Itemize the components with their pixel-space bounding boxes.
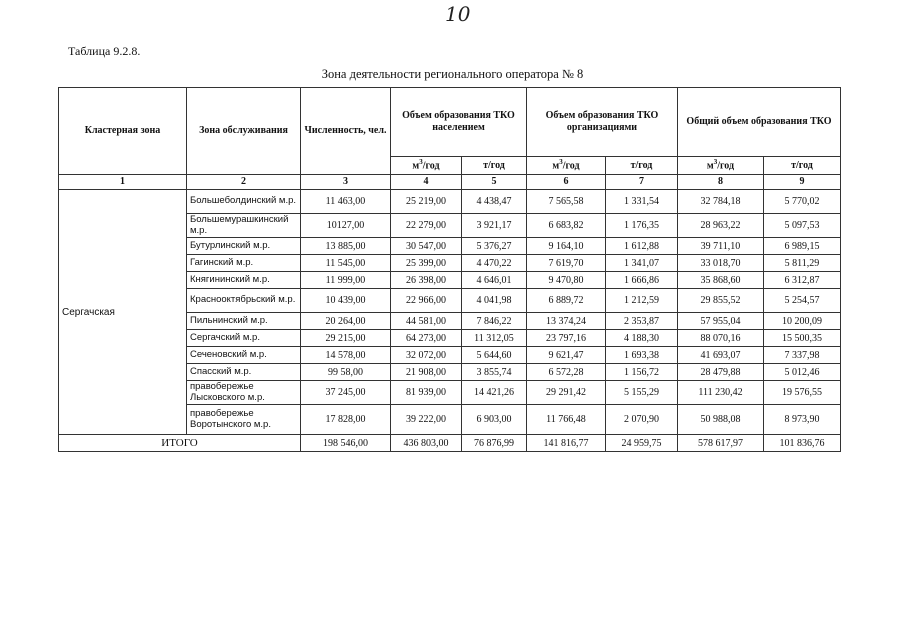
service-zone-cell: Сеченовский м.р. bbox=[187, 347, 301, 364]
value-cell-c4: 22 966,00 bbox=[391, 289, 462, 313]
value-cell-c8: 33 018,70 bbox=[678, 255, 764, 272]
value-cell-c9: 5 811,29 bbox=[764, 255, 841, 272]
value-cell-c4: 39 222,00 bbox=[391, 405, 462, 435]
value-cell-pop: 11 999,00 bbox=[301, 272, 391, 289]
header-group-population: Объем образования ТКО населением bbox=[391, 88, 527, 157]
value-cell-c4: 25 219,00 bbox=[391, 190, 462, 214]
header-cluster-zone: Кластерная зона bbox=[59, 88, 187, 175]
table-title: Зона деятельности регионального оператора № 8 bbox=[321, 67, 584, 81]
value-cell-pop: 20 264,00 bbox=[301, 313, 391, 330]
unit-header: $м^3$/год bbox=[391, 157, 462, 175]
unit-header: т/год bbox=[764, 157, 841, 175]
value-cell-pop: 11 463,00 bbox=[301, 190, 391, 214]
table-body bbox=[59, 190, 841, 452]
value-cell-c9: 5 254,57 bbox=[764, 289, 841, 313]
value-cell-pop: 10127,00 bbox=[301, 214, 391, 238]
value-cell-c6: 13 374,24 bbox=[527, 313, 606, 330]
column-number: 4 bbox=[391, 175, 462, 190]
value-cell-c6: 9 470,80 bbox=[527, 272, 606, 289]
value-cell-c7: 1 176,35 bbox=[606, 214, 678, 238]
value-cell-pop: 14 578,00 bbox=[301, 347, 391, 364]
value-cell-pop: 29 215,00 bbox=[301, 330, 391, 347]
value-cell-c8: 28 963,22 bbox=[678, 214, 764, 238]
service-zone-cell: правобережье Лысковского м.р. bbox=[187, 381, 301, 405]
value-cell-pop: 37 245,00 bbox=[301, 381, 391, 405]
value-cell-c5: 5 644,60 bbox=[462, 347, 527, 364]
value-cell-c7: 1 666,86 bbox=[606, 272, 678, 289]
header-service-zone: Зона обслуживания bbox=[187, 88, 301, 175]
column-number: 9 bbox=[764, 175, 841, 190]
column-number: 3 bbox=[301, 175, 391, 190]
value-cell-c9: 19 576,55 bbox=[764, 381, 841, 405]
column-number: 8 bbox=[678, 175, 764, 190]
value-cell-c4: 26 398,00 bbox=[391, 272, 462, 289]
value-cell-c6: 11 766,48 bbox=[527, 405, 606, 435]
value-cell-c7: 1 331,54 bbox=[606, 190, 678, 214]
service-zone-cell: Бутурлинский м.р. bbox=[187, 238, 301, 255]
unit-header: $м^3$/год bbox=[678, 157, 764, 175]
value-cell-c6: 23 797,16 bbox=[527, 330, 606, 347]
unit-header: $м^3$/год bbox=[527, 157, 606, 175]
value-cell-c9: 5 770,02 bbox=[764, 190, 841, 214]
service-zone-cell: Пильнинский м.р. bbox=[187, 313, 301, 330]
value-cell-c4: 64 273,00 bbox=[391, 330, 462, 347]
column-number: 6 bbox=[527, 175, 606, 190]
value-cell-c6: 7 619,70 bbox=[527, 255, 606, 272]
value-cell-c8: 39 711,10 bbox=[678, 238, 764, 255]
total-cell-c4: 436 803,00 bbox=[391, 435, 462, 452]
service-zone-cell: Краснооктябрьский м.р. bbox=[187, 289, 301, 313]
value-cell-c7: 1 156,72 bbox=[606, 364, 678, 381]
total-label: ИТОГО bbox=[59, 435, 301, 452]
page-number: 10 bbox=[445, 2, 471, 26]
value-cell-c9: 6 312,87 bbox=[764, 272, 841, 289]
value-cell-c6: 6 889,72 bbox=[527, 289, 606, 313]
value-cell-c5: 3 921,17 bbox=[462, 214, 527, 238]
value-cell-c8: 111 230,42 bbox=[678, 381, 764, 405]
total-cell-c9: 101 836,76 bbox=[764, 435, 841, 452]
value-cell-c5: 4 470,22 bbox=[462, 255, 527, 272]
value-cell-c9: 7 337,98 bbox=[764, 347, 841, 364]
value-cell-c5: 7 846,22 bbox=[462, 313, 527, 330]
value-cell-c5: 11 312,05 bbox=[462, 330, 527, 347]
value-cell-c4: 44 581,00 bbox=[391, 313, 462, 330]
service-zone-cell: Сергачский м.р. bbox=[187, 330, 301, 347]
table-row bbox=[59, 190, 841, 214]
value-cell-c9: 5 097,53 bbox=[764, 214, 841, 238]
value-cell-c5: 3 855,74 bbox=[462, 364, 527, 381]
value-cell-c6: 9 164,10 bbox=[527, 238, 606, 255]
total-cell-c8: 578 617,97 bbox=[678, 435, 764, 452]
value-cell-pop: 17 828,00 bbox=[301, 405, 391, 435]
value-cell-c5: 4 438,47 bbox=[462, 190, 527, 214]
total-row bbox=[59, 435, 841, 452]
value-cell-c6: 6 572,28 bbox=[527, 364, 606, 381]
table-caption: Таблица 9.2.8. bbox=[68, 44, 141, 58]
value-cell-pop: 13 885,00 bbox=[301, 238, 391, 255]
value-cell-c7: 5 155,29 bbox=[606, 381, 678, 405]
column-number: 1 bbox=[59, 175, 187, 190]
unit-header: т/год bbox=[462, 157, 527, 175]
value-cell-c6: 7 565,58 bbox=[527, 190, 606, 214]
service-zone-cell: правобережье Воротынского м.р. bbox=[187, 405, 301, 435]
column-number: 5 bbox=[462, 175, 527, 190]
column-number: 7 bbox=[606, 175, 678, 190]
value-cell-c7: 4 188,30 bbox=[606, 330, 678, 347]
value-cell-c4: 25 399,00 bbox=[391, 255, 462, 272]
value-cell-c4: 30 547,00 bbox=[391, 238, 462, 255]
service-zone-cell: Гагинский м.р. bbox=[187, 255, 301, 272]
header-group-total: Общий объем образования ТКО bbox=[678, 88, 841, 157]
header-group-orgs: Объем образования ТКО организациями bbox=[527, 88, 678, 157]
service-zone-cell: Большемурашкинский м.р. bbox=[187, 214, 301, 238]
value-cell-c8: 29 855,52 bbox=[678, 289, 764, 313]
value-cell-c8: 50 988,08 bbox=[678, 405, 764, 435]
value-cell-c4: 22 279,00 bbox=[391, 214, 462, 238]
value-cell-c5: 5 376,27 bbox=[462, 238, 527, 255]
value-cell-c4: 21 908,00 bbox=[391, 364, 462, 381]
value-cell-c8: 57 955,04 bbox=[678, 313, 764, 330]
total-cell-c6: 141 816,77 bbox=[527, 435, 606, 452]
value-cell-c6: 6 683,82 bbox=[527, 214, 606, 238]
value-cell-c8: 32 784,18 bbox=[678, 190, 764, 214]
value-cell-c7: 1 693,38 bbox=[606, 347, 678, 364]
value-cell-c8: 28 479,88 bbox=[678, 364, 764, 381]
value-cell-c7: 2 353,87 bbox=[606, 313, 678, 330]
value-cell-c5: 6 903,00 bbox=[462, 405, 527, 435]
value-cell-c7: 1 341,07 bbox=[606, 255, 678, 272]
value-cell-c9: 8 973,90 bbox=[764, 405, 841, 435]
value-cell-c4: 81 939,00 bbox=[391, 381, 462, 405]
value-cell-c9: 5 012,46 bbox=[764, 364, 841, 381]
value-cell-c8: 88 070,16 bbox=[678, 330, 764, 347]
value-cell-c5: 4 646,01 bbox=[462, 272, 527, 289]
cluster-zone-cell: Сергачская bbox=[59, 190, 187, 435]
unit-header: т/год bbox=[606, 157, 678, 175]
value-cell-c6: 29 291,42 bbox=[527, 381, 606, 405]
column-number-row bbox=[59, 175, 841, 190]
value-cell-c7: 1 212,59 bbox=[606, 289, 678, 313]
value-cell-c7: 1 612,88 bbox=[606, 238, 678, 255]
total-cell-c5: 76 876,99 bbox=[462, 435, 527, 452]
value-cell-c9: 6 989,15 bbox=[764, 238, 841, 255]
value-cell-c7: 2 070,90 bbox=[606, 405, 678, 435]
waste-volume-table bbox=[58, 87, 841, 452]
service-zone-cell: Княгининский м.р. bbox=[187, 272, 301, 289]
value-cell-c9: 10 200,09 bbox=[764, 313, 841, 330]
value-cell-c9: 15 500,35 bbox=[764, 330, 841, 347]
value-cell-c8: 41 693,07 bbox=[678, 347, 764, 364]
column-number: 2 bbox=[187, 175, 301, 190]
value-cell-pop: 10 439,00 bbox=[301, 289, 391, 313]
value-cell-c6: 9 621,47 bbox=[527, 347, 606, 364]
value-cell-pop: 99 58,00 bbox=[301, 364, 391, 381]
total-cell-pop: 198 546,00 bbox=[301, 435, 391, 452]
value-cell-c5: 14 421,26 bbox=[462, 381, 527, 405]
total-cell-c7: 24 959,75 bbox=[606, 435, 678, 452]
value-cell-c8: 35 868,60 bbox=[678, 272, 764, 289]
header-population: Численность, чел. bbox=[301, 88, 391, 175]
service-zone-cell: Спасский м.р. bbox=[187, 364, 301, 381]
value-cell-pop: 11 545,00 bbox=[301, 255, 391, 272]
value-cell-c5: 4 041,98 bbox=[462, 289, 527, 313]
value-cell-c4: 32 072,00 bbox=[391, 347, 462, 364]
service-zone-cell: Большеболдинский м.р. bbox=[187, 190, 301, 214]
